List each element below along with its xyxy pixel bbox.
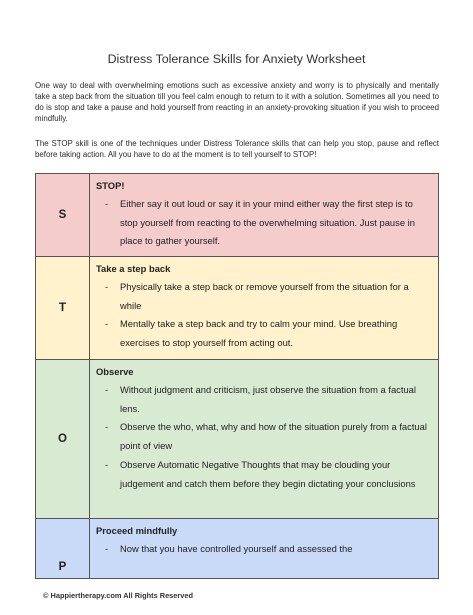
list-item: - Without judgment and criticism, just observe the situation from a factual lens. xyxy=(96,381,432,418)
row-heading: STOP! xyxy=(96,180,125,191)
list-item: - Observe Automatic Negative Thoughts that may be clouding your judgement and catch them before they begin dictating your conclusions xyxy=(96,456,432,493)
table-row-o xyxy=(36,360,439,519)
list-item: - Observe the who, what, why and how of the situation purely from a factual point of view xyxy=(96,418,432,455)
list-item: - Physically take a step back or remove yourself from the situation for a while xyxy=(96,278,432,315)
table-row-p xyxy=(36,519,439,579)
table-row-t xyxy=(36,257,439,360)
list-item: - Mentally take a step back and try to calm your mind. Use breathing exercises to stop yourself from acting out. xyxy=(96,315,432,352)
row-heading: Take a step back xyxy=(96,263,171,274)
row-letter: P xyxy=(36,519,90,579)
list-item: - Now that you have controlled yourself and assessed the xyxy=(96,540,432,559)
stop-skill-table xyxy=(35,173,439,579)
page-title: Distress Tolerance Skills for Anxiety Worksheet xyxy=(107,52,366,66)
row-content xyxy=(90,174,439,257)
list-item: - Either say it out loud or say it in your mind either way the first step is to stop yourself from reacting to the overwhelming situation. Just pause in place to gather yourself. xyxy=(96,195,432,251)
stop-intro-paragraph: The STOP skill is one of the techniques under Distress Tolerance skills that can help you stop, pause and reflect before taking action. All you have to do at the moment is to tell yourself to STOP! xyxy=(35,139,439,159)
row-letter: T xyxy=(36,257,90,360)
row-content xyxy=(90,360,439,519)
row-letter: O xyxy=(36,360,90,519)
intro-paragraph: One way to deal with overwhelming emotions such as excessive anxiety and worry is to physically and mentally take a step back from the situation till you feel calm enough to return to it with a solution. Sometimes all you need to do is stop and take a pause and hold yourself from reacting in an anxiety-provoking situation if you wish to proceed mindfully. xyxy=(35,81,439,123)
copyright-footer: © Happiertherapy.com All Rights Reserved xyxy=(43,591,194,600)
table-row-s xyxy=(36,174,439,257)
row-content xyxy=(90,519,439,579)
row-letter: S xyxy=(36,174,90,257)
row-heading: Observe xyxy=(96,366,134,377)
row-content xyxy=(90,257,439,360)
row-heading: Proceed mindfully xyxy=(96,525,178,536)
